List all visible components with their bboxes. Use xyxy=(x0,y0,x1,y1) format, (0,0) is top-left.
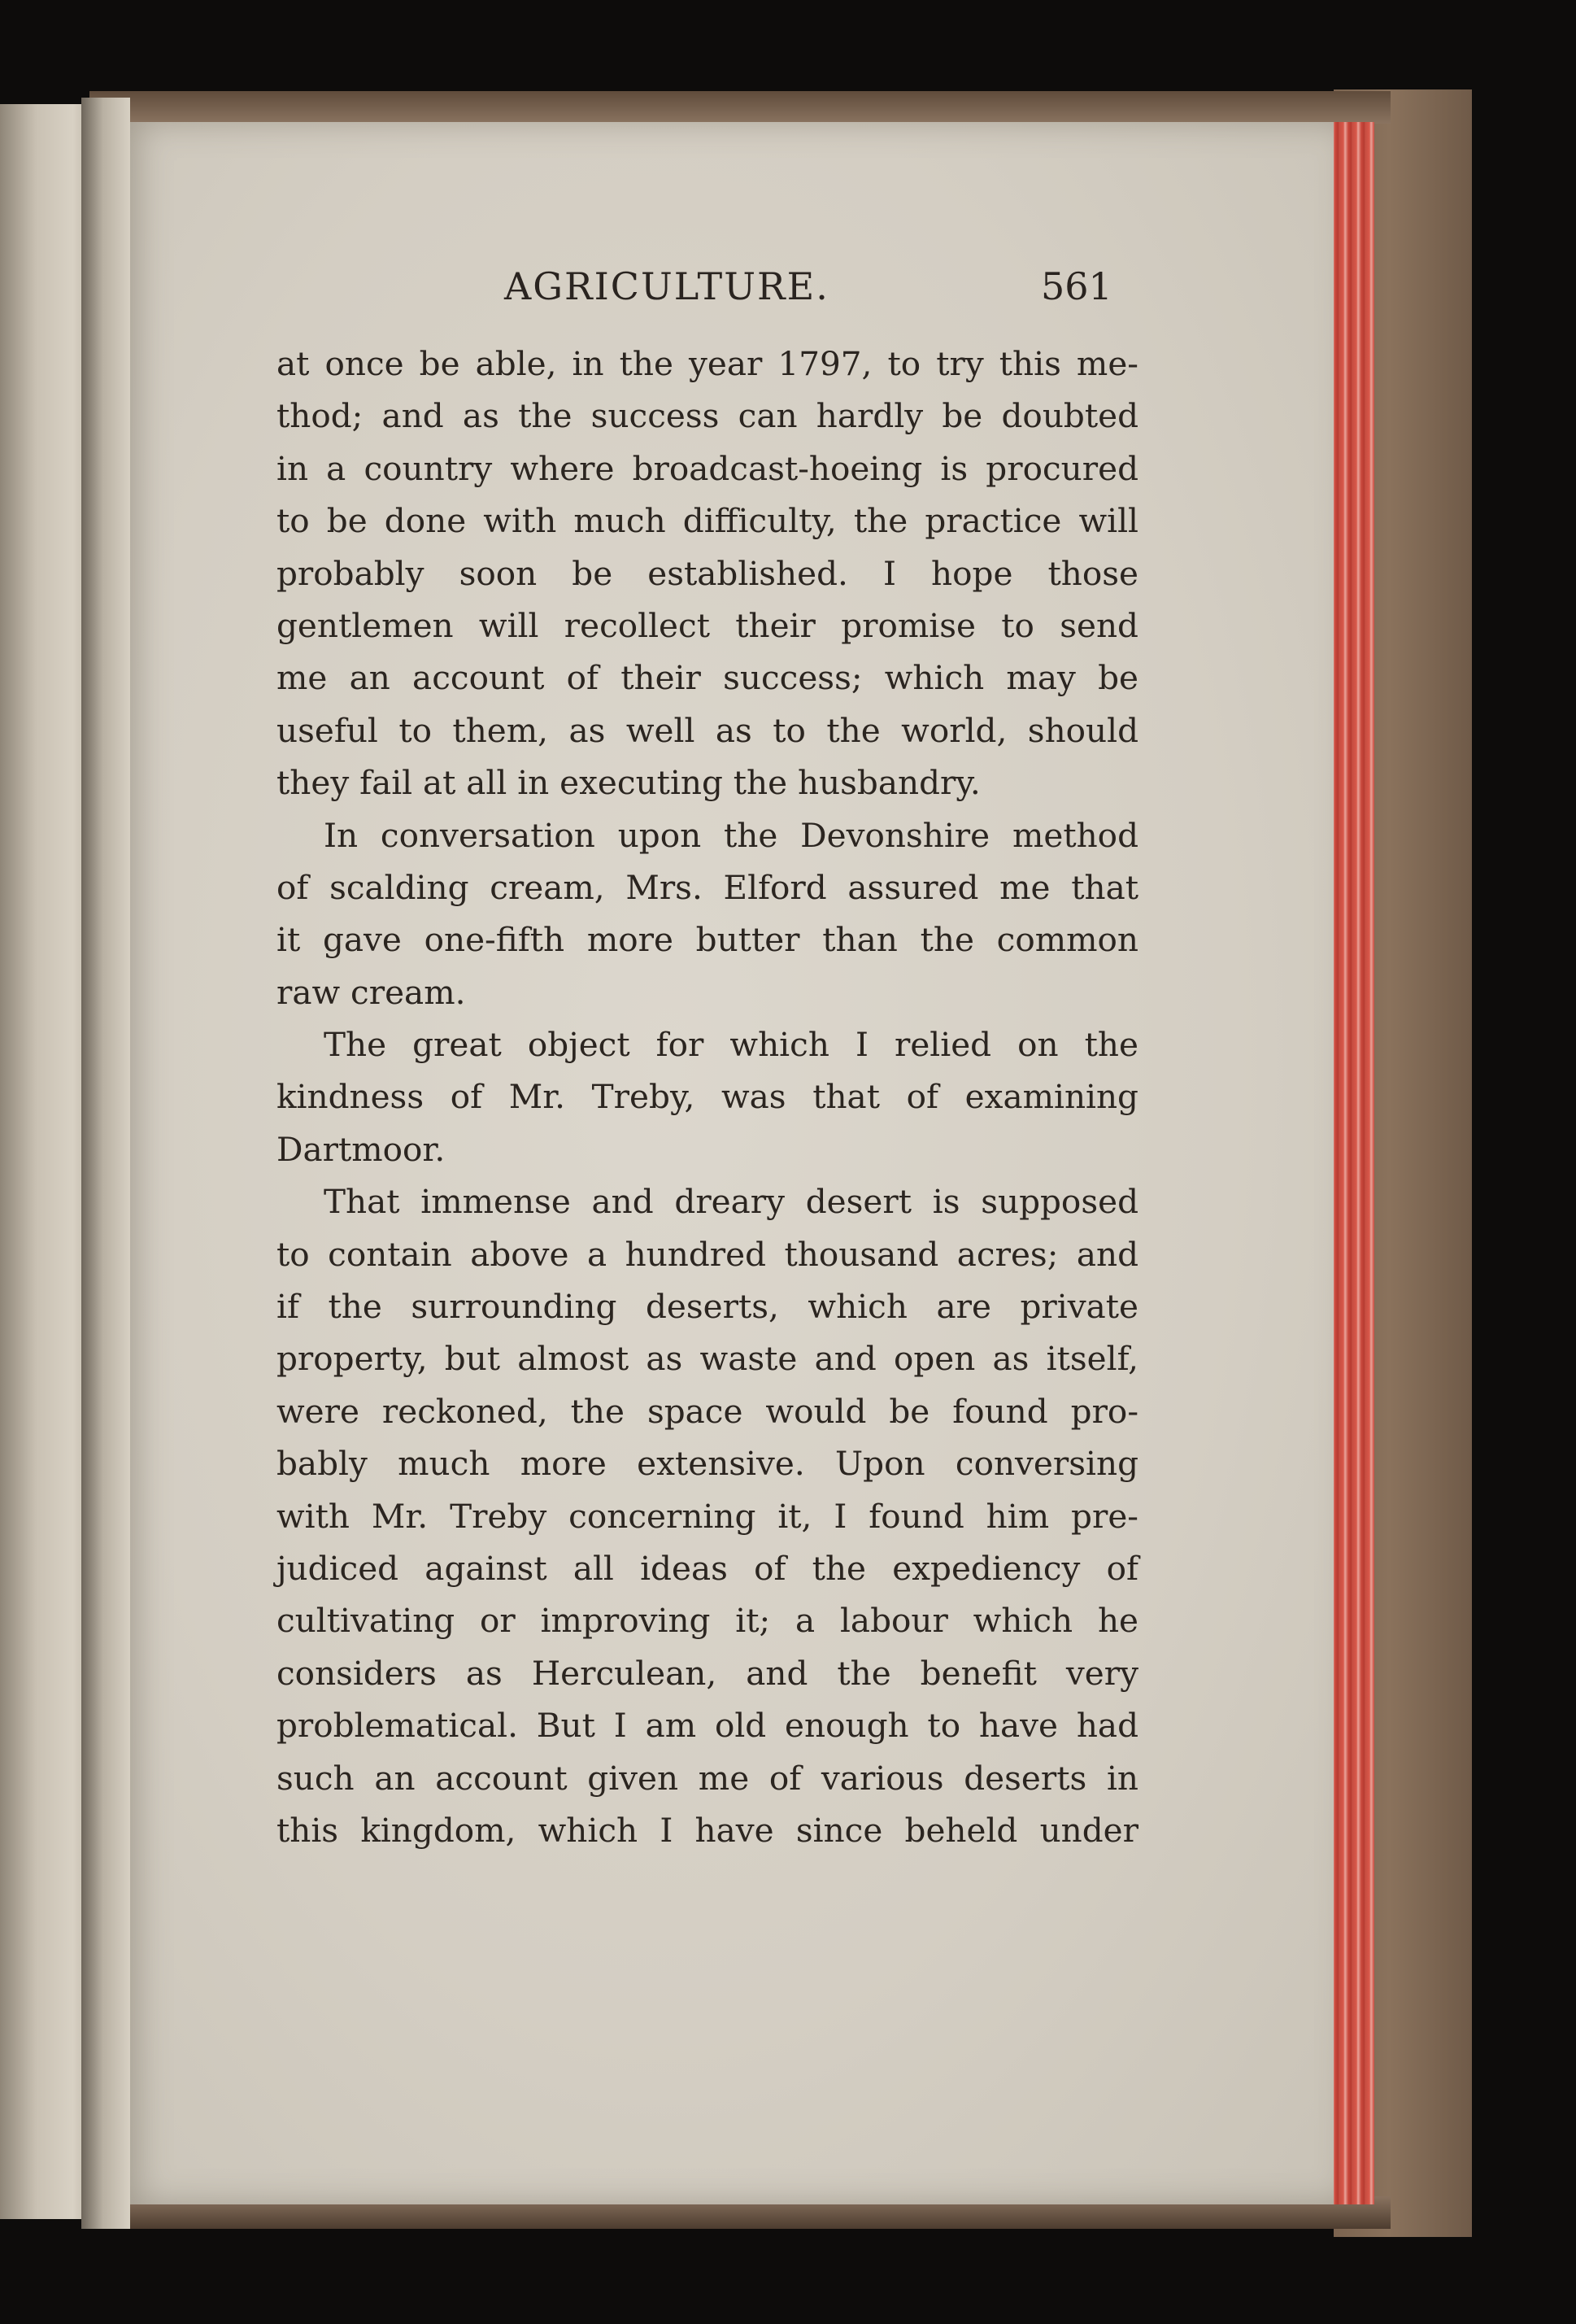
text-line: to be done with much difficulty, the practice will xyxy=(276,501,1138,541)
text-line: it gave one-fifth more butter than the common xyxy=(276,920,1138,960)
body-text xyxy=(276,338,1138,1856)
text-line: property, but almost as waste and open as itself, xyxy=(276,1339,1138,1379)
text-line: they fail at all in executing the husbandry. xyxy=(276,763,981,803)
text-line: bably much more extensive. Upon conversing xyxy=(276,1444,1138,1484)
text-line: were reckoned, the space would be found pro- xyxy=(276,1391,1138,1431)
text-line: cultivating or improving it; a labour which he xyxy=(276,1601,1138,1641)
text-line: That immense and dreary desert is supposed xyxy=(324,1182,1138,1222)
text-line: judiced against all ideas of the expediency of xyxy=(276,1548,1138,1588)
text-line: problematical. But I am old enough to have had xyxy=(276,1706,1138,1746)
spine-gutter xyxy=(81,98,130,2229)
text-line: In conversation upon the Devonshire method xyxy=(324,815,1138,855)
text-line: kindness of Mr. Treby, was that of examining xyxy=(276,1077,1138,1117)
text-line: such an account given me of various deserts in xyxy=(276,1758,1138,1798)
text-line: me an account of their success; which may be xyxy=(276,658,1138,698)
text-line: probably soon be established. I hope those xyxy=(276,553,1138,593)
text-line: this kingdom, which I have since beheld under xyxy=(276,1810,1138,1850)
text-line: useful to them, as well as to the world, should xyxy=(276,710,1138,750)
text-line: with Mr. Treby concerning it, I found him pre- xyxy=(276,1496,1138,1536)
text-line: if the surrounding deserts, which are private xyxy=(276,1287,1138,1327)
text-line: at once be able, in the year 1797, to try this me- xyxy=(276,344,1138,383)
text-line: considers as Herculean, and the benefit very xyxy=(276,1653,1138,1693)
text-line: to contain above a hundred thousand acres; and xyxy=(276,1234,1138,1274)
text-line: thod; and as the success can hardly be doubted xyxy=(276,396,1138,436)
text-line: gentlemen will recollect their promise to send xyxy=(276,605,1138,645)
running-head xyxy=(0,264,1576,321)
text-line: The great object for which I relied on the xyxy=(324,1025,1138,1065)
running-head-title: AGRICULTURE. xyxy=(504,264,829,308)
cover-top-edge xyxy=(89,91,1391,124)
text-line: raw cream. xyxy=(276,972,466,1012)
left-page-edge xyxy=(0,104,91,2219)
page-number: 561 xyxy=(1041,264,1112,308)
text-line: of scalding cream, Mrs. Elford assured me that xyxy=(276,867,1138,907)
text-line: Dartmoor. xyxy=(276,1129,446,1169)
text-line: in a country where broadcast-hoeing is procured xyxy=(276,448,1138,488)
